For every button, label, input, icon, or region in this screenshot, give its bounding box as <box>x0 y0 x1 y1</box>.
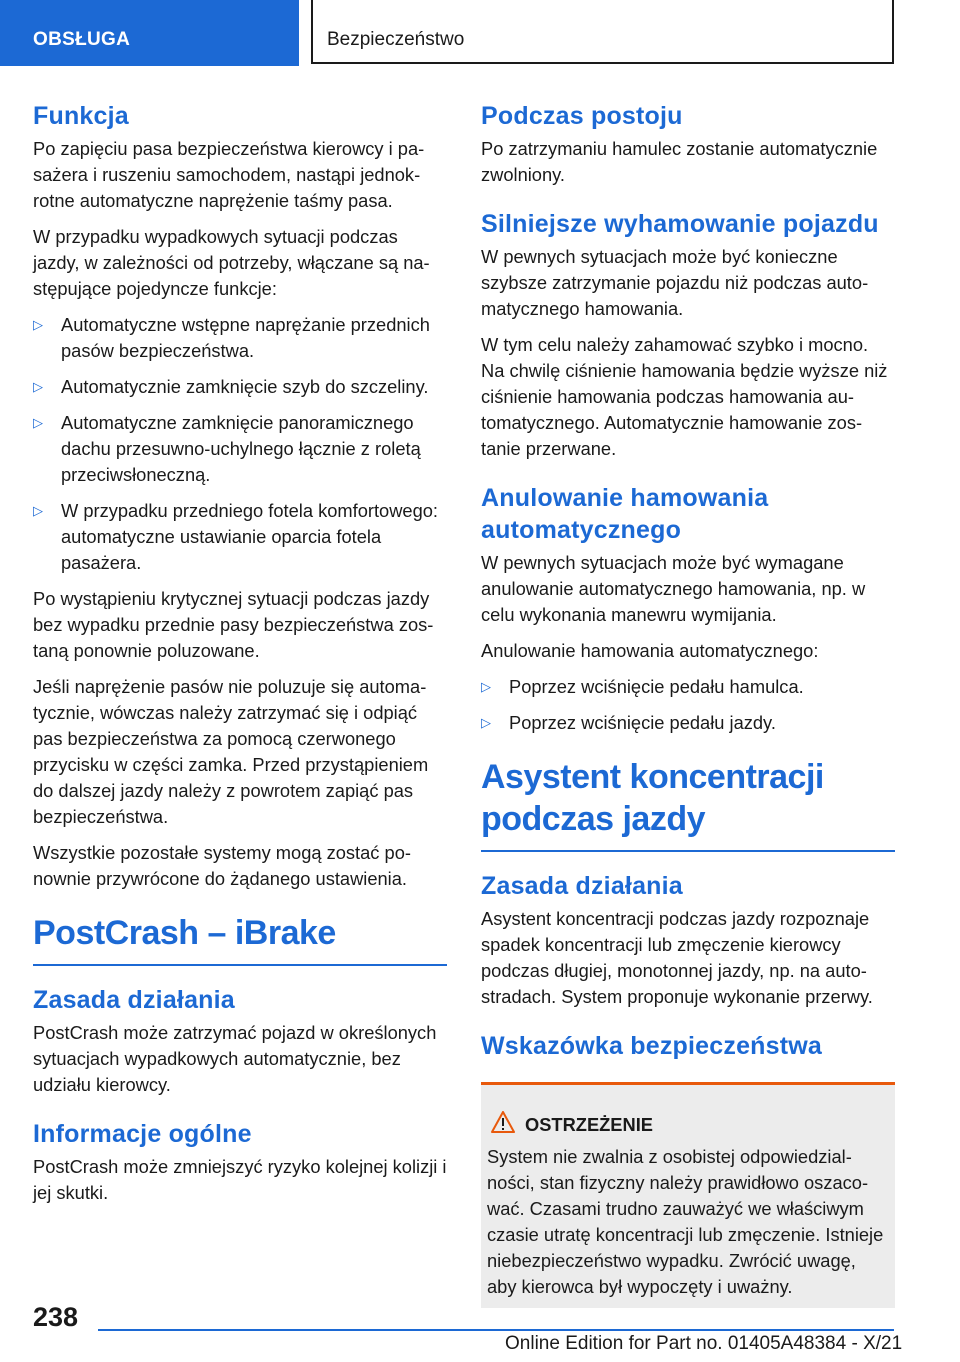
paragraph: Anulowanie hamowania automatycznego: <box>481 640 819 661</box>
paragraph: W tym celu należy zahamować szybko i mocno. Na chwilę ciśnienie hamowania będzie wyższe niż ciśnienie hamowania podczas hamowania automatycznego. Automatycznie hamowanie zostanie przerwane. <box>481 334 888 459</box>
bullet-list <box>33 312 447 576</box>
triangle-right-icon: ▷ <box>33 503 43 518</box>
heading-asystent: Asystent koncentracji podczas jazdy <box>481 758 824 838</box>
paragraph: W przypadku wypadkowych sytuacji podczas jazdy, w zależności od potrzeby, włączane są następujące pojedyncze funkcje: <box>33 226 430 299</box>
list-item <box>33 374 447 400</box>
bullet-list <box>481 674 895 736</box>
list-item-text: Poprzez wciśnięcie pedału hamulca. <box>509 676 804 697</box>
heading-funkcja: Funkcja <box>33 102 129 130</box>
list-item-text: Automatyczne zamknięcie panoramicznego dachu przesuwno-uchylnego łącznie z roletą przeciwsłoneczną. <box>61 412 421 485</box>
heading-postcrash: PostCrash – iBrake <box>33 914 336 952</box>
list-item-text: W przypadku przedniego fotela komfortowego: automatyczne ustawianie oparcia fotela pasażera. <box>61 500 438 573</box>
list-item-text: Automatycznie zamknięcie szyb do szczeliny. <box>61 376 429 397</box>
list-item <box>33 410 447 488</box>
right-column <box>481 100 895 1308</box>
warning-header <box>487 1111 889 1138</box>
heading-zasada: Zasada działania <box>33 986 235 1014</box>
edition-note: Online Edition for Part no. 01405A48384 - X/21 <box>505 1333 903 1354</box>
triangle-right-icon: ▷ <box>481 715 491 730</box>
paragraph: Po zatrzymaniu hamulec zostanie automatycznie zwolniony. <box>481 138 878 185</box>
paragraph: Jeśli naprężenie pasów nie poluzuje się automatycznie, wówczas należy zatrzymać się i odpiąć pas bezpieczeństwa za pomocą czerwonego przycisku w części zamka. Przed przystąpieniem do dalszej jazdy należy z powrotem zapiąć pas bezpieczeństwa. <box>33 676 429 827</box>
footer-divider <box>98 1329 894 1331</box>
left-column <box>33 100 447 1216</box>
paragraph: Wszystkie pozostałe systemy mogą zostać ponownie przywrócone do żądanego ustawienia. <box>33 842 411 889</box>
list-item-text: Poprzez wciśnięcie pedału jazdy. <box>509 712 776 733</box>
warning-text: System nie zwalnia z osobistej odpowiedzialności, stan fizyczny należy prawidłowo oszacować. Czasami trudno zauważyć we właściwym czasie utratę koncentracji lub zmęczenie. Istnieje niebezpieczeństwo wypadku. Zwrócić uwagę, aby kierowca był wypoczęty i uważny. <box>487 1146 884 1297</box>
chapter-title: Bezpieczeństwo <box>311 0 894 64</box>
section-label: OBSŁUGA <box>0 0 299 66</box>
paragraph: Asystent koncentracji podczas jazdy rozpoznaje spadek koncentracji lub zmęczenie kierowcy podczas długiej, monotonnej jazdy, np. na autostradach. System proponuje wykonanie przerwy. <box>481 908 873 1007</box>
paragraph: PostCrash może zatrzymać pojazd w określonych sytuacjach wypadkowych automatycznie, bez udziału kierowcy. <box>33 1022 437 1095</box>
list-item-text: Automatyczne wstępne naprężanie przednich pasów bezpieczeństwa. <box>61 314 430 361</box>
paragraph: W pewnych sytuacjach może być konieczne szybsze zatrzymanie pojazdu niż podczas automatycznego hamowania. <box>481 246 869 319</box>
heading-zasada: Zasada działania <box>481 872 683 900</box>
heading-wskazowka: Wskazówka bezpieczeństwa <box>481 1032 823 1060</box>
page-number: 238 <box>33 1302 79 1332</box>
heading-informacje: Informacje ogólne <box>33 1120 252 1148</box>
heading-postoj: Podczas postoju <box>481 102 683 130</box>
paragraph: Po wystąpieniu krytycznej sytuacji podczas jazdy bez wypadku przednie pasy bezpieczeństwa zostaną ponownie poluzowane. <box>33 588 434 661</box>
warning-box <box>481 1082 895 1308</box>
triangle-right-icon: ▷ <box>481 679 491 694</box>
list-item <box>481 710 895 736</box>
list-item <box>481 674 895 700</box>
paragraph: PostCrash może zmniejszyć ryzyko kolejnej kolizji i jej skutki. <box>33 1156 447 1203</box>
triangle-right-icon: ▷ <box>33 379 43 394</box>
page-header <box>0 0 960 66</box>
section-heading-asystent <box>481 756 895 852</box>
warning-label: OSTRZEŻENIE <box>525 1113 653 1135</box>
heading-silniejsze: Silniejsze wyhamowanie pojazdu <box>481 210 879 238</box>
paragraph: Po zapięciu pasa bezpieczeństwa kierowcy i pasażera i ruszeniu samochodem, nastąpi jednokrotne automatyczne naprężenie taśmy pasa. <box>33 138 425 211</box>
list-item <box>33 498 447 576</box>
warning-triangle-icon <box>491 1111 525 1138</box>
triangle-right-icon: ▷ <box>33 317 43 332</box>
paragraph: W pewnych sytuacjach może być wymagane anulowanie automatycznego hamowania, np. w celu wykonania manewru wymijania. <box>481 552 866 625</box>
heading-anulowanie: Anulowanie hamowania automatycznego <box>481 484 769 544</box>
section-heading-postcrash <box>33 912 447 966</box>
triangle-right-icon: ▷ <box>33 415 43 430</box>
list-item <box>33 312 447 364</box>
